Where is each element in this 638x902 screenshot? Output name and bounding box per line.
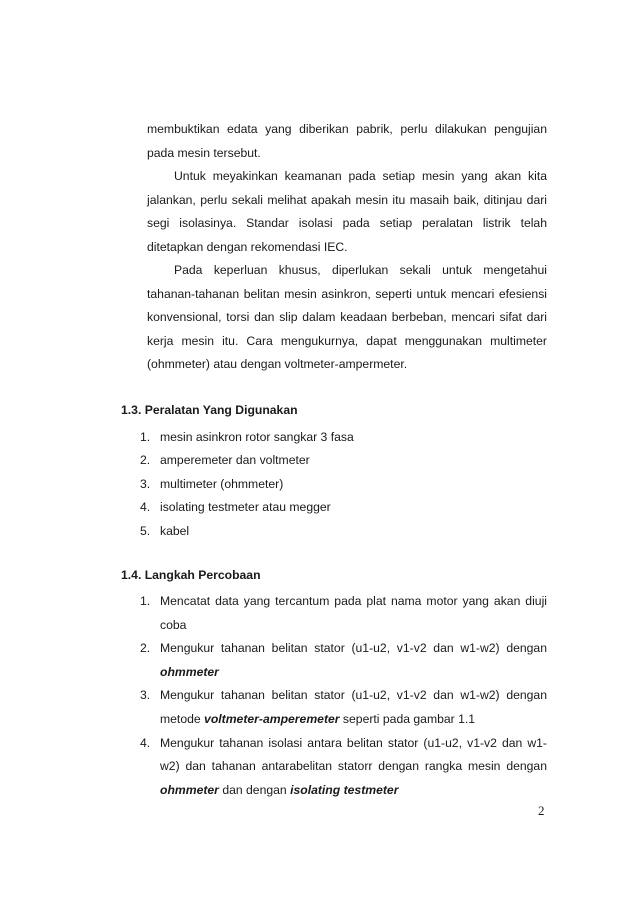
list-item-text: seperti pada gambar 1.1 <box>342 711 476 726</box>
list-item-text: amperemeter dan voltmeter <box>160 453 310 468</box>
list-item-number: 3. <box>140 476 151 491</box>
list-item-text: isolating testmeter atau megger <box>160 500 331 515</box>
list-item-number: 1. <box>140 594 151 608</box>
list-item-body <box>160 732 547 803</box>
list-item-number: 1. <box>140 430 151 444</box>
list-item <box>140 496 547 519</box>
list-item <box>140 732 547 803</box>
list-item <box>140 449 547 472</box>
list-item-text: Mencatat data yang tercantum pada plat nama motor yang akan diuji coba <box>160 594 547 632</box>
list-item-text: kabel <box>160 523 190 538</box>
list-item <box>140 520 547 543</box>
equipment-list <box>140 426 547 543</box>
list-item-text: mesin asinkron rotor sangkar 3 fasa <box>160 430 354 444</box>
paragraph-3: Pada keperluan khusus, diperlukan sekali untuk mengetahui tahanan-tahanan belitan mesin asinkron, seperti untuk mencari efesiensi konvensional, torsi dan slip dalam keadaan berbeban, mencari sifat dari kerja mesin itu. Cara mengukurnya, dapat menggunakan multimeter (ohmmeter) atau dengan voltmeter-ampermeter. <box>147 263 547 372</box>
list-item <box>140 637 547 684</box>
paragraph-1: membuktikan edata yang diberikan pabrik, perlu dilakukan pengujian pada mesin tersebut. <box>147 122 547 160</box>
list-item-text: Mengukur tahanan belitan stator (u1-u2, v1-v2 dan w1-w2) dengan metode <box>160 688 547 726</box>
list-item-number: 4. <box>140 735 151 750</box>
emphasis-text: ohmmeter <box>160 664 219 679</box>
section-heading-1-3: 1.3. Peralatan Yang Digunakan <box>121 403 298 417</box>
page-number: 2 <box>538 803 545 818</box>
procedure-list <box>140 590 547 802</box>
list-item-number: 5. <box>140 523 151 538</box>
paragraph-2: Untuk meyakinkan keamanan pada setiap mesin yang akan kita jalankan, perlu sekali melihat apakah mesin itu masaih baik, ditinjau dari segi isolasinya. Standar isolasi pada setiap peralatan listrik telah ditetapkan dengan rekomendasi IEC. <box>147 169 547 254</box>
list-item-number: 2. <box>140 641 151 656</box>
list-item <box>140 426 547 449</box>
section-heading-1-4: 1.4. Langkah Percobaan <box>121 568 261 582</box>
list-item-body <box>160 684 547 731</box>
list-item-text: Mengukur tahanan isolasi antara belitan stator (u1-u2, v1-v2 dan w1-w2) dan tahanan antarabelitan statorr dengan rangka mesin dengan <box>160 735 547 774</box>
list-item-text: multimeter (ohmmeter) <box>160 476 284 491</box>
list-item <box>140 473 547 496</box>
list-item-number: 3. <box>140 688 151 703</box>
list-item-number: 2. <box>140 453 151 468</box>
list-item <box>140 590 547 637</box>
list-item-text: dan dengan <box>222 782 287 797</box>
list-item-body <box>160 637 547 684</box>
list-item-number: 4. <box>140 500 151 515</box>
emphasis-text: ohmmeter <box>160 782 219 797</box>
list-item <box>140 684 547 731</box>
list-item-text: Mengukur tahanan belitan stator (u1-u2, v1-v2 dan w1-w2) dengan <box>160 641 547 656</box>
emphasis-text: isolating testmeter <box>290 782 399 797</box>
emphasis-text: voltmeter-amperemeter <box>204 711 340 726</box>
